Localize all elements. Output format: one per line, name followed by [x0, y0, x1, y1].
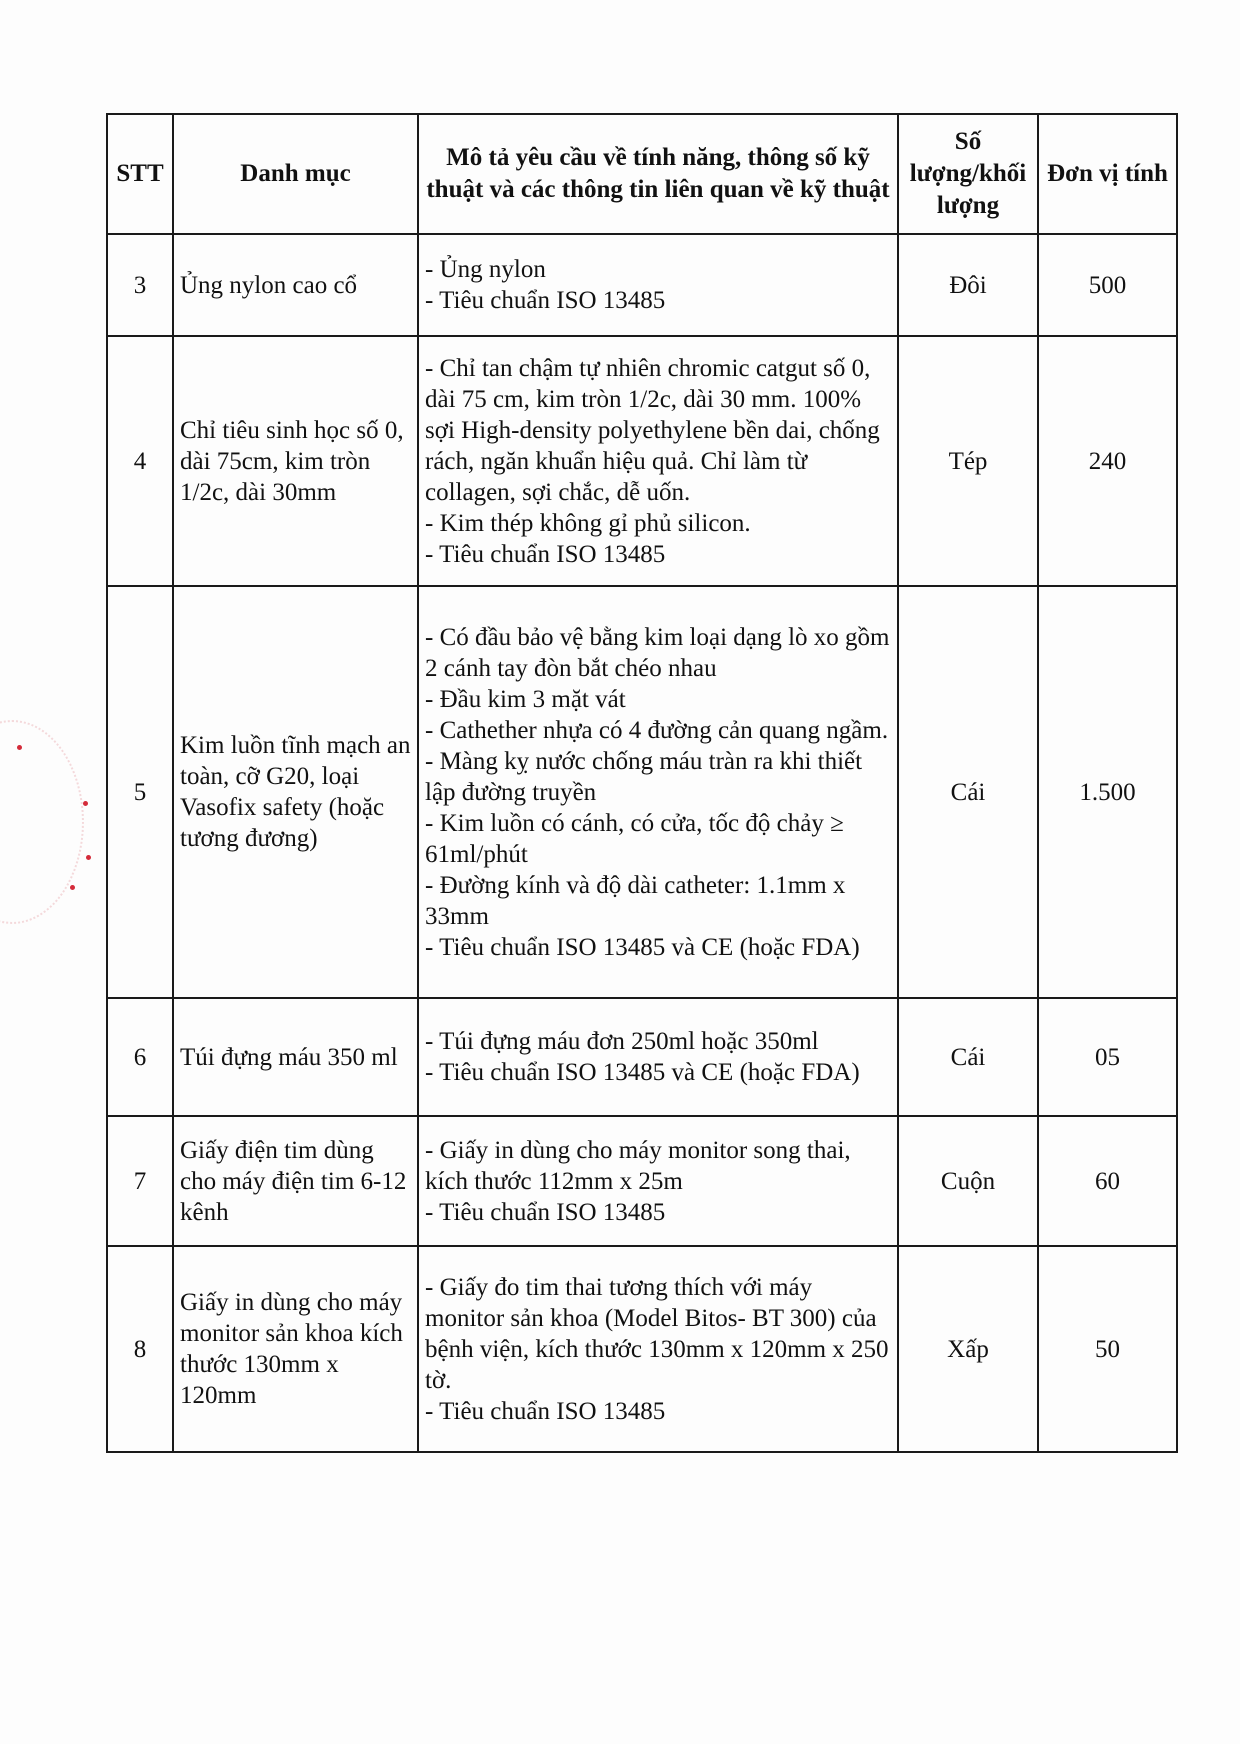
- description-line: - Cathether nhựa có 4 đường cản quang ngầm.: [425, 716, 889, 744]
- description-line: - Kim thép không gỉ phủ silicon.: [425, 509, 751, 537]
- description-line: - Kim luồn có cánh, có cửa, tốc độ chảy ≥ 61ml/phút: [425, 809, 844, 868]
- specification-table: [106, 113, 1178, 1453]
- row-unit: Đôi: [898, 234, 1038, 336]
- description-line: - Tiêu chuẩn ISO 13485 và CE (hoặc FDA): [425, 1059, 860, 1086]
- row-name: Giấy điện tim dùng cho máy điện tim 6-12 kênh: [173, 1116, 418, 1246]
- row-description: [418, 234, 898, 336]
- stamp-dot: [86, 855, 91, 860]
- header-stt: STT: [107, 114, 173, 234]
- row-quantity: 500: [1038, 234, 1177, 336]
- description-line: - Túi đựng máu đơn 250ml hoặc 350ml: [425, 1028, 819, 1055]
- table-header-row: [107, 114, 1177, 234]
- row-quantity: 05: [1038, 998, 1177, 1116]
- description-line: - Ủng nylon: [425, 256, 546, 283]
- header-quantity: Đơn vị tính: [1038, 114, 1177, 234]
- row-unit: Cái: [898, 998, 1038, 1116]
- stamp-dot: [83, 801, 88, 806]
- row-name: Giấy in dùng cho máy monitor sản khoa kích thước 130mm x 120mm: [173, 1246, 418, 1452]
- row-description: [418, 1116, 898, 1246]
- row-description: [418, 998, 898, 1116]
- table-row: [107, 1246, 1177, 1452]
- header-description: Mô tả yêu cầu về tính năng, thông số kỹ thuật và các thông tin liên quan về kỹ thuật: [418, 114, 898, 234]
- description-line: - Tiêu chuẩn ISO 13485: [425, 1198, 666, 1226]
- row-description: [418, 336, 898, 586]
- row-unit: Xấp: [898, 1246, 1038, 1452]
- description-line: - Tiêu chuẩn ISO 13485: [425, 1397, 666, 1425]
- row-stt: 3: [107, 234, 173, 336]
- description-line: - Tiêu chuẩn ISO 13485: [425, 540, 666, 568]
- row-quantity: 50: [1038, 1246, 1177, 1452]
- row-quantity: 1.500: [1038, 586, 1177, 998]
- header-unit: Số lượng/khối lượng: [898, 114, 1038, 234]
- description-line: - Giấy đo tim thai tương thích với máy monitor sản khoa (Model Bitos- BT 300) của bệnh viện, kích thước 130mm x 120mm x 250 tờ.: [425, 1273, 889, 1394]
- row-name: Túi đựng máu 350 ml: [173, 998, 418, 1116]
- row-stt: 5: [107, 586, 173, 998]
- row-name: Kim luồn tĩnh mạch an toàn, cỡ G20, loại Vasofix safety (hoặc tương đương): [173, 586, 418, 998]
- table-row: [107, 586, 1177, 998]
- description-line: - Tiêu chuẩn ISO 13485: [425, 287, 666, 314]
- stamp-dot: [70, 885, 75, 890]
- row-quantity: 60: [1038, 1116, 1177, 1246]
- row-description: [418, 586, 898, 998]
- row-stt: 7: [107, 1116, 173, 1246]
- row-unit: Tép: [898, 336, 1038, 586]
- row-stt: 4: [107, 336, 173, 586]
- description-line: - Tiêu chuẩn ISO 13485 và CE (hoặc FDA): [425, 933, 860, 961]
- description-line: - Đường kính và độ dài catheter: 1.1mm x 33mm: [425, 871, 846, 930]
- table-row: [107, 1116, 1177, 1246]
- description-line: - Đầu kim 3 mặt vát: [425, 685, 626, 713]
- stamp-dot: [17, 745, 22, 750]
- description-line: - Chỉ tan chậm tự nhiên chromic catgut số 0, dài 75 cm, kim tròn 1/2c, dài 30 mm. 100% sợi High-density polyethylene bền dai, chống rách, ngăn khuẩn hiệu quả. Chỉ làm từ collagen, sợi chắc, dễ uốn.: [425, 354, 880, 506]
- table-row: [107, 336, 1177, 586]
- row-unit: Cuộn: [898, 1116, 1038, 1246]
- header-category: Danh mục: [173, 114, 418, 234]
- description-line: - Giấy in dùng cho máy monitor song thai, kích thước 112mm x 25m: [425, 1136, 851, 1195]
- row-quantity: 240: [1038, 336, 1177, 586]
- row-name: Ủng nylon cao cổ: [173, 234, 418, 336]
- row-name: Chỉ tiêu sinh học số 0, dài 75cm, kim tròn 1/2c, dài 30mm: [173, 336, 418, 586]
- table-row: [107, 234, 1177, 336]
- table-row: [107, 998, 1177, 1116]
- red-stamp-fragment: [0, 720, 84, 924]
- row-stt: 6: [107, 998, 173, 1116]
- description-line: - Có đầu bảo vệ bằng kim loại dạng lò xo gồm 2 cánh tay đòn bắt chéo nhau: [425, 623, 890, 682]
- row-stt: 8: [107, 1246, 173, 1452]
- row-description: [418, 1246, 898, 1452]
- row-unit: Cái: [898, 586, 1038, 998]
- description-line: - Màng kỵ nước chống máu tràn ra khi thiết lập đường truyền: [425, 747, 863, 806]
